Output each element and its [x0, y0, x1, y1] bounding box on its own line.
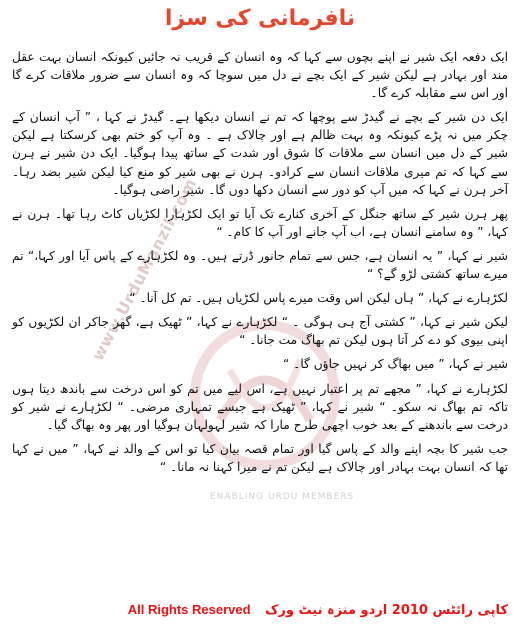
watermark-site-text: www.UrduManzil.com [88, 175, 201, 364]
all-rights-reserved: All Rights Reserved [127, 602, 251, 617]
copyright-urdu: کاپی رائٹس 2010 اردو منزہ نیٹ ورک [265, 603, 508, 618]
paragraph: پھر ہرن شیر کے ساتھ جنگل کے آخری کنارے تک آیا تو ایک لکڑہارا لکڑیاں کاٹ رہا تھا۔ ہرن نے کہا، ” وہ سامنے انسان ہے، اب آپ جانے اور آپ کا کام۔ “ [12, 206, 508, 239]
paragraph: لکڑہارے نے کہا، ” مجھے تم پر اعتبار نہیں ہے، اس لیے میں تم کو اس درخت سے باندھ دیتا ہوں تاکہ تم بھاگ نہ سکو۔ “ شیر نے کہا، ” ٹھیک ہے جیسے تمہاری مرضی۔ “ لکڑہارے نے شیر کو درخت سے باندھنے کے بعد خوب اچھی طرح مارا کہ شیر لہولہان ہوگیا اور پھر وہ بھاگ گیا۔ [12, 381, 508, 432]
paragraph: جب شیر کا بچہ اپنے والد کے پاس گیا اور تمام قصہ بیان کیا تو اس کے والد نے کہا، ” میں نے کہا تھا کہ انسان بہت بہادر اور چالاک ہے لیکن تم نے میرا کہنا نہ مانا۔ “ [12, 441, 508, 474]
watermark-tagline: ENABLING URDU MEMBERS [210, 492, 355, 502]
paragraph: شیر نے کہا، ” یہ انسان ہے، جس سے تمام جانور ڈرتے ہیں۔ وہ لکڑہارے کے پاس آیا اور کہا،“ تم میرے ساتھ کشتی لڑو گے؟ “ [12, 248, 508, 282]
paragraph: لیکن شیر نے کہا، ” کشتی آج ہی ہوگی ۔ “ لکڑہارے نے کہا، ” ٹھیک ہے، گھر جاکر ان لکڑیوں کو اپنی بیوی کو دے کر آتا ہوں لیکن تم بھاگ مت جانا۔ “ [12, 315, 508, 348]
copyright-footer [128, 602, 508, 618]
story-body [12, 48, 508, 482]
paragraph: ایک دفعہ ایک شیر نے اپنے بچوں سے کہا کہ وہ انسان کے قریب نہ جائیں کیونکہ انسان بہت عقل مند اور بہادر ہے لیکن شیر کے ایک بچے نے دل میں سوچا کہ وہ انسان سے ضرور ملاقات کرے گا اور اس سے مقابلہ کرے گا۔ [12, 50, 508, 101]
paragraph: لکڑہارے نے کہا، ” ہاں لیکن اس وقت میرے پاس لکڑیاں ہیں۔ تم کل آنا۔ “ [129, 291, 508, 306]
paragraph: ایک دن شیر کے بچے نے گیدڑ سے پوچھا کہ تم نے انسان دیکھا ہے۔ گیدڑ نے کہا ، ” آپ انسان کے چکر میں نہ پڑے کیونکہ وہ بہت ظالم ہے اور چالاک ہے ۔ وہ آپ کو ختم بھی کرسکتا ہے لیکن شیر کے دل میں انسان سے ملاقات کا شوق اور شدت کے ساتھ پیدا ہوگیا۔ ایک دن شیر نے ہرن سے کہا کہ تم میری ملاقات انسان سے کرادو۔ ہرن نے بھی شیر کو منع کیا لیکن شیر بضد رہا۔ آخر ہرن نے کہا کہ میں آپ کو دور سے انسان دکھا دوں گا۔ شیر راضی ہوگیا۔ [12, 110, 508, 197]
page-title: نافرمانی کی سزا [164, 6, 356, 31]
paragraph: شیر نے کہا، ” میں بھاگ کر نہیں جاؤں گا۔ “ [283, 357, 508, 372]
